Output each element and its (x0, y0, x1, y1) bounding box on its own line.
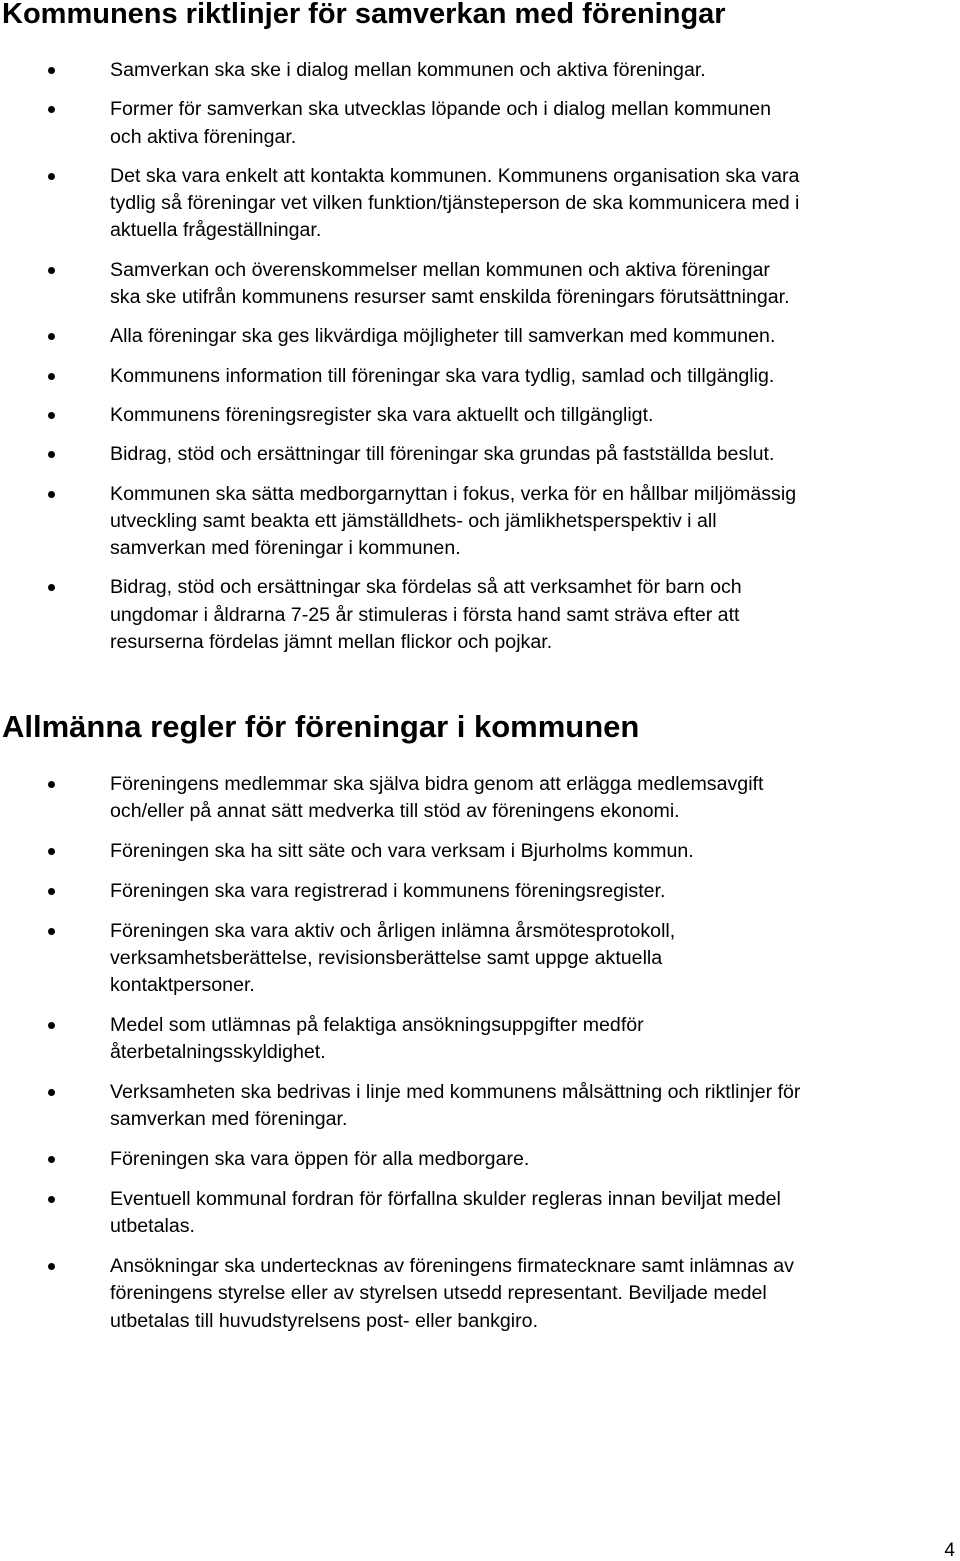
list-item-line: Kommunen ska sätta medborgarnyttan i fokus, verka för en hållbar miljömässig (110, 482, 797, 505)
bullet-icon (48, 451, 55, 458)
list-item (0, 918, 960, 1000)
list-item-line: Kommunens information till föreningar ska vara tydlig, samlad och tillgänglig. (110, 364, 775, 387)
list-item-line: tydlig så föreningar vet vilken funktion/tjänsteperson de ska kommunicera med i (110, 192, 800, 215)
list-item-line: Föreningens medlemmar ska själva bidra genom att erlägga medlemsavgift (110, 773, 764, 795)
list-item-line: Föreningen ska ha sitt säte och vara verksam i Bjurholms kommun. (110, 840, 694, 863)
list-item (0, 363, 960, 390)
list-item (0, 838, 960, 865)
bullet-icon (48, 848, 55, 855)
list-item (0, 441, 960, 468)
section-heading-guidelines: Kommunens riktlinjer för samverkan med föreningar (2, 0, 726, 30)
list-item (0, 1079, 960, 1134)
list-item-line: och/eller på annat sätt medverka till stöd av föreningens ekonomi. (110, 800, 680, 823)
list-item (0, 771, 960, 826)
list-item (0, 257, 960, 312)
guidelines-list (0, 57, 960, 668)
list-item-line: resurserna fördelas jämnt mellan flickor och pojkar. (110, 631, 553, 654)
list-item (0, 1012, 960, 1067)
list-item-line: Föreningen ska vara aktiv och årligen inlämna årsmötesprotokoll, (110, 919, 676, 942)
bullet-icon (48, 1263, 55, 1270)
list-item-line: föreningens styrelse eller av styrelsen utsedd representant. Beviljade medel (110, 1282, 767, 1305)
list-item (0, 57, 960, 84)
list-item-line: återbetalningsskyldighet. (110, 1041, 326, 1064)
list-item-line: Samverkan och överenskommelser mellan kommunen och aktiva föreningar (110, 258, 770, 281)
list-item-line: kontaktpersoner. (110, 974, 255, 997)
bullet-icon (48, 173, 55, 180)
list-item (0, 96, 960, 151)
list-item-line: utbetalas till huvudstyrelsens post- eller bankgiro. (110, 1309, 539, 1332)
list-item (0, 878, 960, 905)
list-item-line: aktuella frågeställningar. (110, 219, 322, 242)
bullet-icon (48, 491, 55, 498)
list-item (0, 1253, 960, 1335)
bullet-icon (48, 412, 55, 419)
list-item-line: ska ske utifrån kommunens resurser samt enskilda föreningars förutsättningar. (110, 286, 790, 309)
list-item-line: Föreningen ska vara registrerad i kommunens föreningsregister. (110, 879, 666, 902)
bullet-icon (48, 1022, 55, 1029)
list-item-line: verksamhetsberättelse, revisionsberättelse samt uppge aktuella (110, 946, 663, 969)
bullet-icon (48, 781, 55, 788)
list-item-line: utbetalas. (110, 1215, 195, 1238)
bullet-icon (48, 1089, 55, 1096)
list-item-line: Bidrag, stöd och ersättningar till föreningar ska grundas på fastställda beslut. (110, 443, 775, 466)
page-number: 4 (944, 1540, 955, 1561)
list-item (0, 402, 960, 429)
list-item-line: utveckling samt beakta ett jämställdhets- och jämlikhetsperspektiv i all (110, 509, 717, 532)
list-item-line: Ansökningar ska undertecknas av föreningens firmatecknare samt inlämnas av (110, 1255, 794, 1278)
list-item-line: och aktiva föreningar. (110, 125, 297, 148)
list-item-line: Alla föreningar ska ges likvärdiga möjligheter till samverkan med kommunen. (110, 325, 776, 348)
bullet-icon (48, 1196, 55, 1203)
bullet-icon (48, 67, 55, 74)
bullet-icon (48, 1156, 55, 1163)
list-item-line: ungdomar i åldrarna 7-25 år stimuleras i första hand samt sträva efter att (110, 603, 740, 626)
list-item-line: Kommunens föreningsregister ska vara aktuellt och tillgängligt. (110, 403, 654, 426)
list-item (0, 1146, 960, 1173)
section-heading-general-rules: Allmänna regler för föreningar i kommunen (2, 709, 640, 744)
list-item-line: Samverkan ska ske i dialog mellan kommunen och aktiva föreningar. (110, 59, 706, 81)
list-item-line: Eventuell kommunal fordran för förfallna skulder regleras innan beviljat medel (110, 1188, 781, 1211)
list-item-line: Verksamheten ska bedrivas i linje med kommunens målsättning och riktlinjer för (110, 1081, 801, 1104)
list-item-line: Föreningen ska vara öppen för alla medborgare. (110, 1148, 530, 1171)
bullet-icon (48, 888, 55, 895)
general-rules-list (0, 771, 960, 1348)
list-item-line: Former för samverkan ska utvecklas löpande och i dialog mellan kommunen (110, 98, 772, 121)
list-item (0, 323, 960, 350)
bullet-icon (48, 584, 55, 591)
bullet-icon (48, 928, 55, 935)
bullet-icon (48, 267, 55, 274)
list-item-line: samverkan med föreningar. (110, 1108, 348, 1131)
list-item-line: Medel som utlämnas på felaktiga ansökningsuppgifter medför (110, 1014, 644, 1037)
list-item (0, 1186, 960, 1241)
bullet-icon (48, 106, 55, 113)
list-item-line: Det ska vara enkelt att kontakta kommunen. Kommunens organisation ska vara (110, 164, 800, 187)
list-item-line: samverkan med föreningar i kommunen. (110, 537, 461, 560)
bullet-icon (48, 333, 55, 340)
list-item (0, 481, 960, 563)
list-item (0, 163, 960, 245)
list-item (0, 574, 960, 656)
bullet-icon (48, 373, 55, 380)
list-item-line: Bidrag, stöd och ersättningar ska fördelas så att verksamhet för barn och (110, 576, 742, 599)
